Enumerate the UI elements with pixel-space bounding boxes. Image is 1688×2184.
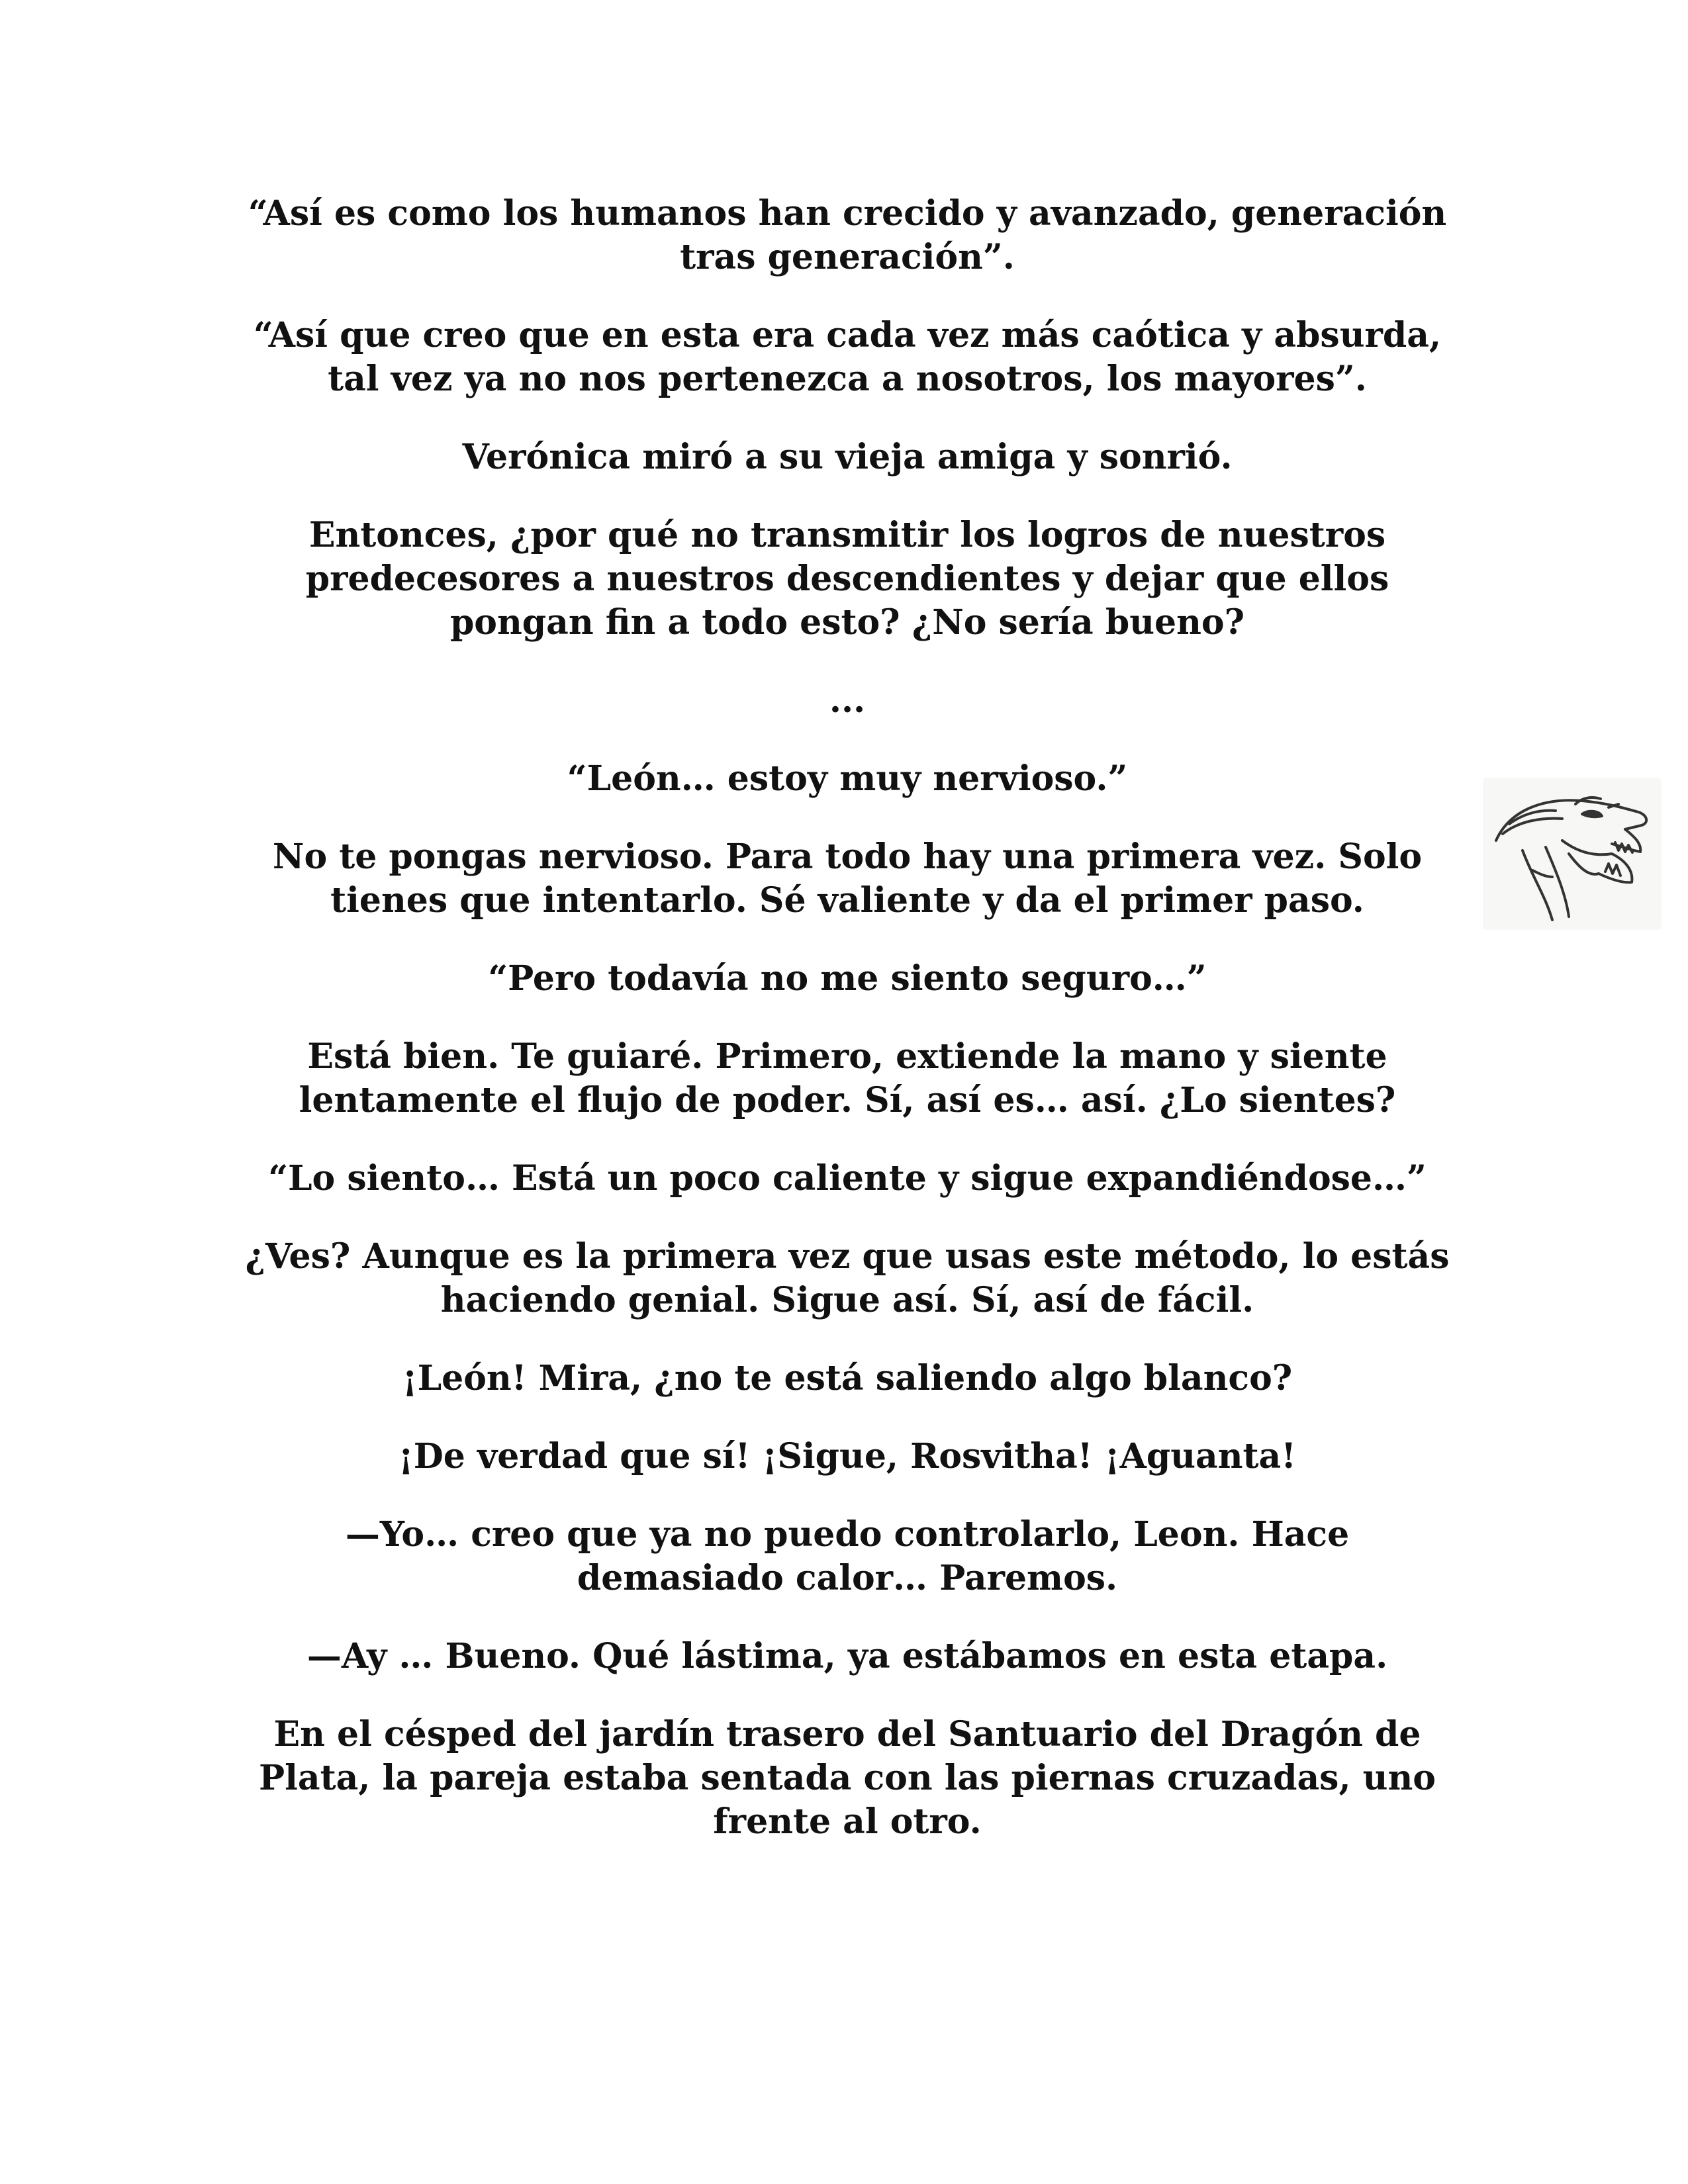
paragraph: Entonces, ¿por qué no transmitir los logros de nuestros predecesores a nuestros descendientes y dejar que ellos pongan fin a todo esto? ¿No sería bueno? [305,515,1389,643]
paragraph: “Así es como los humanos han crecido y avanzado, generación tras generación”. [248,193,1447,277]
paragraph: No te pongas nervioso. Para todo hay una primera vez. Solo tienes que intentarlo. Sé valiente y da el primer paso. [272,837,1423,921]
scene-break: ... [829,680,866,721]
paragraph: “Así que creo que en esta era cada vez más caótica y absurda, tal vez ya no nos pertenezca a nosotros, los mayores”. [253,315,1442,399]
paragraph: “Lo siento… Está un poco caliente y sigue expandiéndose…” [268,1158,1427,1199]
paragraph: ¡De verdad que sí! ¡Sigue, Rosvitha! ¡Aguanta! [398,1436,1297,1477]
dragon-head-sketch-icon [1483,778,1662,930]
paragraph: En el césped del jardín trasero del Santuario del Dragón de Plata, la pareja estaba sentada con las piernas cruzadas, uno frente al otro. [259,1714,1436,1842]
story-text [218,192,1476,1878]
paragraph: “Pero todavía no me siento seguro…” [488,958,1207,999]
paragraph: Está bien. Te guiaré. Primero, extiende la mano y siente lentamente el flujo de poder. Sí, así es… así. ¿Lo sientes? [299,1036,1396,1120]
paragraph: Verónica miró a su vieja amiga y sonrió. [462,437,1233,477]
paragraph: ¿Ves? Aunque es la primera vez que usas este método, lo estás haciendo genial. Sigue así. Sí, así de fácil. [245,1236,1450,1320]
paragraph: —Ay … Bueno. Qué lástima, ya estábamos en esta etapa. [306,1636,1388,1676]
paragraph: ¡León! Mira, ¿no te está saliendo algo blanco? [402,1358,1293,1398]
paragraph: “León… estoy muy nervioso.” [567,758,1128,799]
paragraph: —Yo… creo que ya no puedo controlarlo, Leon. Hace demasiado calor… Paremos. [345,1514,1350,1598]
